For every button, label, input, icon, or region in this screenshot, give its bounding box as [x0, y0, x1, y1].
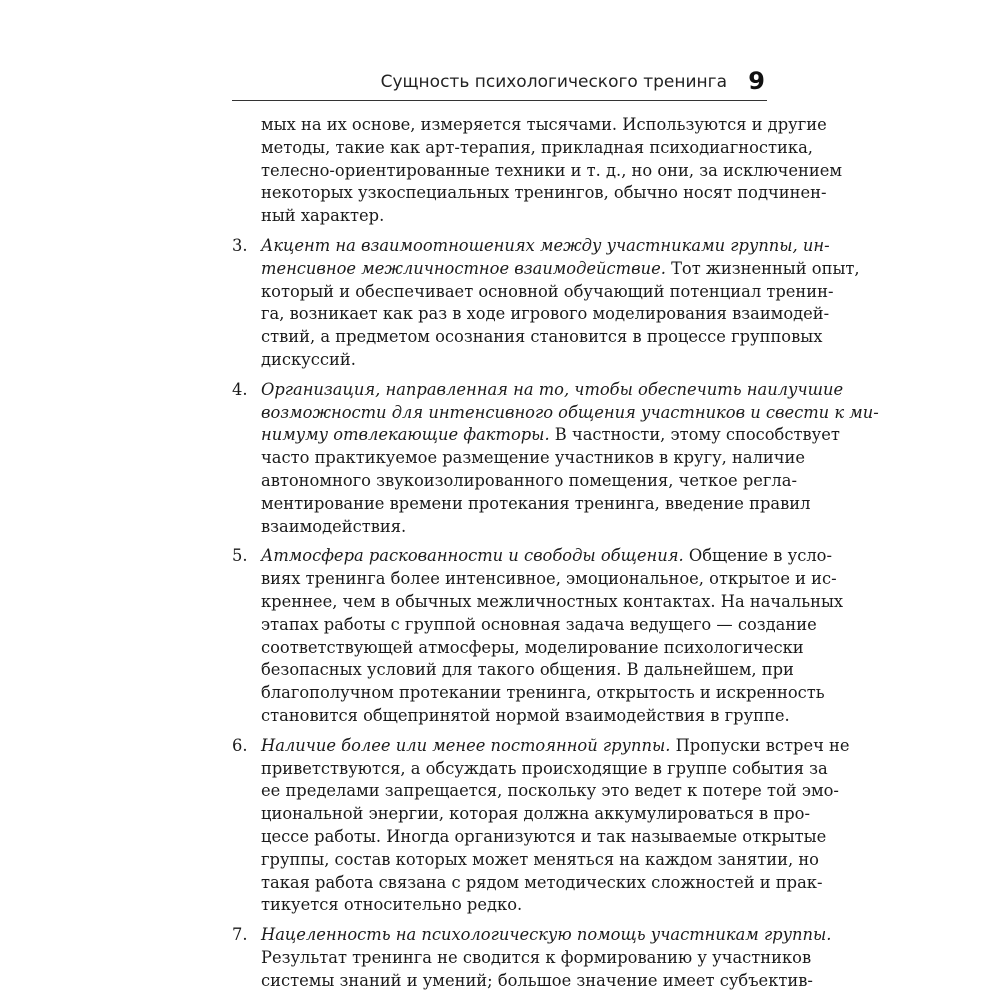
plain-text: взаимодействия. — [261, 516, 407, 536]
list-item-6 — [232, 735, 850, 917]
text-line — [232, 614, 817, 637]
italic-phrase: Организация, направленная на то, чтобы обеспечить наилучшие — [261, 379, 844, 399]
plain-text: ее пределами запрещается, поскольку это ведет к потере той эмо- — [261, 781, 839, 801]
plain-text: тикуется относительно редко. — [261, 895, 523, 915]
text-line — [232, 349, 767, 372]
text-line — [232, 826, 827, 849]
text-line — [232, 947, 812, 970]
plain-text: Тот жизненный опыт, — [665, 258, 860, 278]
text-line — [232, 447, 806, 470]
text-line — [232, 516, 767, 539]
list-item-4 — [232, 379, 879, 539]
text-line: ный характер. — [261, 206, 385, 226]
text-line — [232, 281, 834, 304]
plain-text: группы, состав которых может меняться на каждом занятии, но — [261, 849, 819, 869]
plain-text: Пропуски встреч не — [670, 735, 850, 755]
text-line — [232, 326, 823, 349]
plain-text: Результат тренинга не сводится к формированию у участников — [261, 947, 812, 967]
plain-text: ствий, а предметом осознания становится в процессе групповых — [261, 327, 823, 347]
plain-text: ментирование времени протекания тренинга, введение правил — [261, 493, 811, 513]
plain-text: дискуссий. — [261, 349, 356, 369]
running-header — [232, 68, 767, 101]
italic-phrase: Атмосфера раскованности и свободы общения. — [261, 546, 684, 566]
text-line — [232, 970, 813, 993]
text-line: мых на их основе, измеряется тысячами. Используются и другие — [261, 115, 827, 134]
text-line — [232, 303, 830, 326]
text-line — [232, 872, 823, 895]
text-line: телесно-ориентированные техники и т. д., но они, за исключением — [261, 160, 843, 180]
plain-text: цессе работы. Иногда организуются и так называемые открытые — [261, 826, 827, 846]
plain-text: Общение в усло- — [683, 546, 832, 566]
plain-text: часто практикуемое размещение участников в кругу, наличие — [261, 448, 806, 468]
running-title: Сущность психологического тренинга — [380, 72, 727, 92]
list-item-number: 7. — [232, 925, 248, 945]
italic-phrase: Наличие более или менее постоянной группы. — [261, 735, 671, 755]
text-line — [232, 705, 790, 728]
italic-phrase: нимуму отвлекающие факторы. — [261, 425, 550, 445]
text-line — [232, 659, 794, 682]
text-line — [232, 258, 860, 281]
plain-text: приветствуются, а обсуждать происходящие в группе события за — [261, 758, 828, 778]
text-line — [232, 849, 819, 872]
plain-text: становится общепринятой нормой взаимодействия в группе. — [261, 705, 790, 725]
italic-phrase: возможности для интенсивного общения участников и свести к ми- — [261, 402, 879, 422]
body-text — [232, 114, 879, 992]
text-line — [232, 545, 832, 568]
text-line — [232, 682, 825, 705]
page-number: 9 — [748, 67, 765, 95]
text-line: некоторых узкоспециальных тренингов, обычно носят подчинен- — [261, 183, 827, 203]
text-line — [232, 470, 797, 493]
plain-text: циональной энергии, которая должна аккумулироваться в про- — [261, 804, 810, 824]
plain-text: системы знаний и умений; большое значение имеет субъектив- — [261, 970, 813, 990]
list-item-3 — [232, 235, 860, 372]
text-line — [232, 493, 811, 516]
plain-text: креннее, чем в обычных межличностных контактах. На начальных — [261, 591, 844, 611]
plain-text: соответствующей атмосферы, моделирование психологически — [261, 637, 804, 657]
plain-text: такая работа связана с рядом методических сложностей и прак- — [261, 872, 823, 892]
italic-phrase: тенсивное межличностное взаимодействие. — [261, 258, 666, 278]
plain-text: этапах работы с группой основная задача ведущего — создание — [261, 614, 817, 634]
list-item-number: 3. — [232, 235, 248, 255]
plain-text: безопасных условий для такого общения. В дальнейшем, при — [261, 660, 794, 680]
text-line — [232, 803, 810, 826]
list-item-number: 4. — [232, 379, 248, 399]
text-line — [232, 637, 804, 660]
text-line — [232, 591, 844, 614]
plain-text: который и обеспечивает основной обучающий потенциал тренин- — [261, 281, 834, 301]
text-line — [232, 758, 828, 781]
text-line — [232, 235, 830, 258]
plain-text: виях тренинга более интенсивное, эмоциональное, открытое и ис- — [261, 569, 837, 589]
text-line — [232, 780, 839, 803]
text-line — [232, 735, 850, 758]
italic-phrase: Нацеленность на психологическую помощь участникам группы. — [261, 925, 832, 945]
list-item-number: 6. — [232, 735, 248, 755]
plain-text: благополучном протекании тренинга, открытость и искренность — [261, 683, 825, 703]
continuation-paragraph — [232, 114, 843, 228]
text-line: методы, такие как арт-терапия, прикладная психодиагностика, — [261, 137, 813, 157]
text-line — [232, 894, 767, 917]
text-line — [232, 568, 837, 591]
list-item-number: 5. — [232, 546, 248, 566]
italic-phrase: Акцент на взаимоотношениях между участниками группы, ин- — [261, 235, 830, 255]
plain-text: автономного звукоизолированного помещения, четкое регла- — [261, 470, 797, 490]
text-line — [232, 402, 879, 425]
text-line — [232, 379, 844, 402]
text-line — [232, 424, 840, 447]
plain-text: В частности, этому способствует — [549, 425, 840, 445]
list-item-7 — [232, 924, 832, 992]
plain-text: га, возникает как раз в ходе игрового моделирования взаимодей- — [261, 304, 830, 324]
text-line — [232, 924, 832, 947]
list-item-5 — [232, 545, 844, 727]
